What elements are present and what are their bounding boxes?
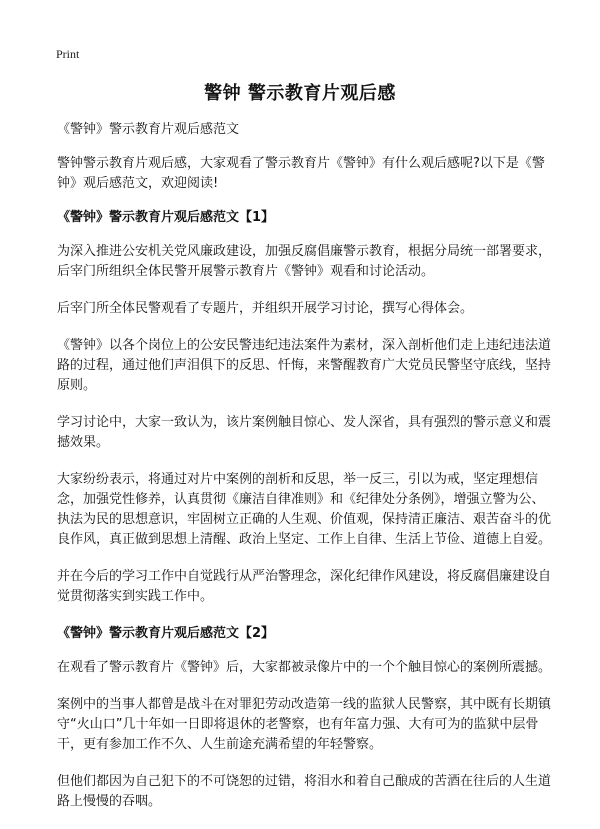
page-title: 警钟 警示教育片观后感 bbox=[204, 83, 396, 104]
paragraph: 并在今后的学习工作中自觉践行从严治警理念，深化纪律作风建设，将反腐倡廉建设自觉贯彻落实到实践工作中。 bbox=[57, 569, 552, 604]
section-heading: 《警钟》警示教育片观后感范文【1】 bbox=[57, 210, 275, 225]
intro-paragraph: 警钟警示教育片观后感，大家观看了警示教育片《警钟》有什么观后感呢?以下是《警钟》观后感范文，欢迎阅读! bbox=[57, 156, 545, 191]
paragraph: 《警钟》以各个岗位上的公安民警违纪违法案件为素材，深入剖析他们走上违纪违法道路的过程，通过他们声泪俱下的反思、忏悔，来警醒教育广大党员民警坚守底线，坚持原则。 bbox=[57, 338, 552, 393]
paragraph: 案例中的当事人都曾是战斗在对罪犯劳动改造第一线的监狱人民警察，其中既有长期镇守“火山口”几十年如一日即将退休的老警察，也有年富力强、大有可为的监狱中层骨干，更有参加工作不久、人生前途充满希望的年轻警察。 bbox=[57, 697, 552, 752]
paragraph: 学习讨论中，大家一致认为，该片案例触目惊心、发人深省，具有强烈的警示意义和震撼效果。 bbox=[57, 415, 552, 450]
paragraph: 为深入推进公安机关党风廉政建设，加强反腐倡廉警示教育，根据分局统一部署要求，后宰门所组织全体民警开展警示教育片《警钟》观看和讨论活动。 bbox=[57, 244, 552, 279]
paragraph: 后宰门所全体民警观看了专题片，并组织开展学习讨论，撰写心得体会。 bbox=[57, 301, 474, 316]
print-link[interactable]: Print bbox=[56, 47, 80, 61]
subtitle: 《警钟》警示教育片观后感范文 bbox=[57, 122, 240, 137]
section-heading: 《警钟》警示教育片观后感范文【2】 bbox=[57, 626, 275, 641]
paragraph: 在观看了警示教育片《警钟》后，大家都被录像片中的一个个触目惊心的案例所震撼。 bbox=[57, 660, 552, 675]
paragraph: 但他们都因为自己犯下的不可饶恕的过错，将泪水和着自己酿成的苦酒在往后的人生道路上慢慢的吞咽。 bbox=[57, 774, 552, 809]
article-body bbox=[57, 120, 552, 829]
paragraph: 大家纷纷表示，将通过对片中案例的剖析和反思，举一反三，引以为戒，坚定理想信念，加强党性修养，认真贯彻《廉洁自律准则》和《纪律处分条例》，增强立警为公、执法为民的思想意识，牢固树立正确的人生观、价值观，保持清正廉洁、艰苦奋斗的优良作风，真正做到思想上清醒、政治上坚定、工作上自律、生活上节俭、道德上自爱。 bbox=[57, 472, 552, 547]
